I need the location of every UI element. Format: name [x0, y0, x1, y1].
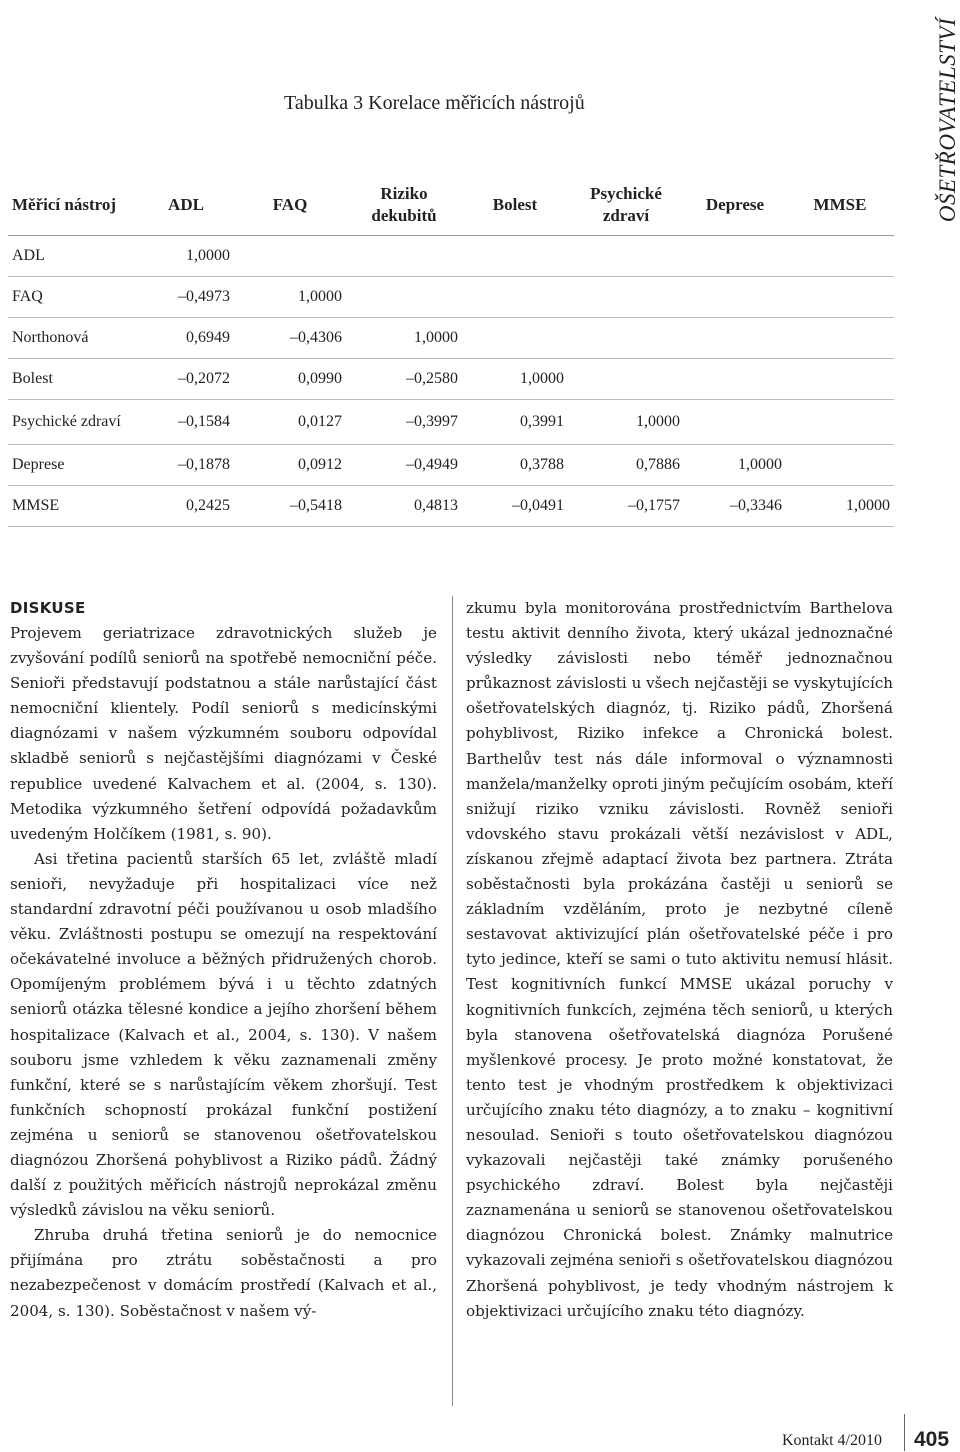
table-cell: 0,0990 [234, 359, 346, 400]
table-row [8, 359, 894, 400]
table-cell: 1,0000 [346, 318, 462, 359]
body-paragraph: Zhruba druhá třetina seniorů je do nemocnice přijímána pro ztrátu soběstačnosti a pro nezabezpečenost v domácím prostředí (Kalvach et al., 2004, s. 130). Soběstačnost v našem vý- [10, 1226, 437, 1320]
table-cell: 1,0000 [568, 400, 684, 445]
table-cell: 1,0000 [462, 359, 568, 400]
table-row [8, 277, 894, 318]
column-header: Psychické zdraví [568, 175, 684, 236]
column-header: Měřicí nástroj [8, 175, 138, 236]
table-cell: –0,1584 [138, 400, 234, 445]
body-paragraph: zkumu byla monitorována prostřednictvím Barthelova testu aktivit denního života, který ukázal jednoznačné výsledky závislosti nebo téměř jednoznačnou průkaznost závislosti u všech nejčastěji se vyskytujících ošetřovatelských diagnóz, tj. Riziko pádů, Zhoršená pohyblivost, Riziko infekce a Chronická bolest. Barthelův test nás dále informoval o významnosti manžela/manželky oproti jiným pečujícím osobám, kteří snižují riziko vzniku závislosti. Rovněž senioři vdovského stavu prokázali větší nezávislost v ADL, získanou zřejmě adaptací života bez partnera. Ztráta soběstačnosti byla prokázána častěji u seniorů se základním vzděláním, proto je nezbytné cíleně sestavovat aktivizující plán ošetřovatelské péče i pro tyto jedince, kteří se sami o tuto aktivitu nemusí hlásit. Test kognitivních funkcí MMSE ukázal poruchy v kognitivních funkcích, zejména těch seniorů, u kterých byla stanovena ošetřovatelská diagnóza Porušené myšlenkové procesy. Je proto možné konstatovat, že tento test je vhodným prostředkem k objektivizaci určujícího znaku této diagnózy, a to znaku – kognitivní nesoulad. Senioři s touto ošetřovatelskou diagnózou vykazovali nejčastěji také známky porušeného psychického zdraví. Bolest byla nejčastěji zaznamenána u seniorů se stanovenou ošetřovatelskou diagnózou Chronická bolest. Známky malnutrice vykazovali zejména senioři s ošetřovatelskou diagnózou Zhoršená pohyblivost, je tedy vhodným nástrojem k objektivizaci určujícího znaku této diagnózy. [466, 599, 893, 1320]
row-label: ADL [8, 236, 138, 277]
table-cell [684, 400, 786, 445]
right-column [466, 596, 893, 1324]
row-label: Northonová [8, 318, 138, 359]
row-label: MMSE [8, 486, 138, 527]
journal-issue: Kontakt 4/2010 [782, 1432, 882, 1449]
table-caption: Tabulka 3 Korelace měřicích nástrojů [284, 92, 585, 114]
table-cell [684, 277, 786, 318]
page-number: 405 [914, 1428, 950, 1451]
table-cell: –0,2580 [346, 359, 462, 400]
table-cell [462, 236, 568, 277]
table-cell: 0,3788 [462, 445, 568, 486]
table-cell [786, 318, 894, 359]
table-cell: –0,4973 [138, 277, 234, 318]
column-header: Riziko dekubitů [346, 175, 462, 236]
table-cell [786, 236, 894, 277]
table-cell [234, 236, 346, 277]
table-cell: 1,0000 [234, 277, 346, 318]
table-cell [568, 318, 684, 359]
table-cell [684, 236, 786, 277]
table-cell: –0,3346 [684, 486, 786, 527]
table-cell: 1,0000 [138, 236, 234, 277]
section-name: OŠETŘOVATELSTVÍ [935, 17, 960, 223]
table-cell [462, 318, 568, 359]
table-cell: –0,4306 [234, 318, 346, 359]
table-row [8, 236, 894, 277]
correlation-table [8, 175, 894, 527]
table-cell [786, 400, 894, 445]
table-cell: –0,5418 [234, 486, 346, 527]
table-cell [462, 277, 568, 318]
body-paragraph: Projevem geriatrizace zdravotnických služeb je zvyšování podílů seniorů na spotřebě nemocniční péče. Senioři představují podstatnou a stále narůstající část nemocniční klientely. Podíl seniorů s medicínskými diagnózami v našem výzkumném souboru odpovídal skladbě seniorů s nejčastějšími diagnózami v České republice uvedené Kalvachem et al. (2004, s. 130). Metodika výzkumného šetření odpovídá požadavkům uvedeným Holčíkem (1981, s. 90). [10, 624, 437, 843]
column-header: FAQ [234, 175, 346, 236]
table-cell: –0,1757 [568, 486, 684, 527]
column-header: ADL [138, 175, 234, 236]
table-cell [786, 445, 894, 486]
table-row [8, 486, 894, 527]
column-divider [452, 596, 453, 1406]
table-cell [786, 277, 894, 318]
row-label: Deprese [8, 445, 138, 486]
section-heading: DISKUSE [10, 599, 86, 617]
table-header-row [8, 175, 894, 236]
table-cell: –0,0491 [462, 486, 568, 527]
column-header: Deprese [684, 175, 786, 236]
table-cell [684, 359, 786, 400]
table-cell: 0,3991 [462, 400, 568, 445]
body-paragraph: Asi třetina pacientů starších 65 let, zvláště mladí senioři, nevyžaduje při hospitalizaci více než standardní zdravotní péči používanou u osob mladšího věku. Zvláštnosti postupu se omezují na respektování očekávatelné involuce a běžných přidružených chorob. Opomíjeným problémem bývá i u těchto zdatných seniorů otázka tělesné kondice a jejího zhoršení během hospitalizace (Kalvach et al., 2004, s. 130). V našem souboru jsme vzhledem k věku zaznamenali změny funkční, které se s narůstajícím věkem zhoršují. Test funkčních schopností prokázal funkční postižení zejména u seniorů se stanovenou ošetřovatelskou diagnózou Zhoršená pohyblivost a Riziko pádů. Žádný další z použitých měřicích nástrojů neprokázal změnu výsledků závislou na věku seniorů. [10, 849, 437, 1220]
table-cell: 0,4813 [346, 486, 462, 527]
table-cell: 0,7886 [568, 445, 684, 486]
column-header: MMSE [786, 175, 894, 236]
table-cell: 1,0000 [786, 486, 894, 527]
table-cell [568, 277, 684, 318]
table-row [8, 445, 894, 486]
table-cell: 0,6949 [138, 318, 234, 359]
table-cell: –0,1878 [138, 445, 234, 486]
table-cell [346, 236, 462, 277]
table-cell: –0,3997 [346, 400, 462, 445]
table-row [8, 400, 894, 445]
table-cell [786, 359, 894, 400]
table-cell [568, 236, 684, 277]
table-cell: 0,0127 [234, 400, 346, 445]
left-column [10, 596, 437, 1324]
section-side-label [936, 0, 960, 240]
table-cell [346, 277, 462, 318]
table-cell: –0,4949 [346, 445, 462, 486]
row-label: FAQ [8, 277, 138, 318]
footer-divider [904, 1414, 905, 1451]
table-cell: 1,0000 [684, 445, 786, 486]
table-cell: 0,0912 [234, 445, 346, 486]
table-cell [684, 318, 786, 359]
table-cell: –0,2072 [138, 359, 234, 400]
table-cell: 0,2425 [138, 486, 234, 527]
table-row [8, 318, 894, 359]
column-header: Bolest [462, 175, 568, 236]
row-label: Bolest [8, 359, 138, 400]
table-cell [568, 359, 684, 400]
row-label: Psychické zdraví [8, 400, 138, 445]
